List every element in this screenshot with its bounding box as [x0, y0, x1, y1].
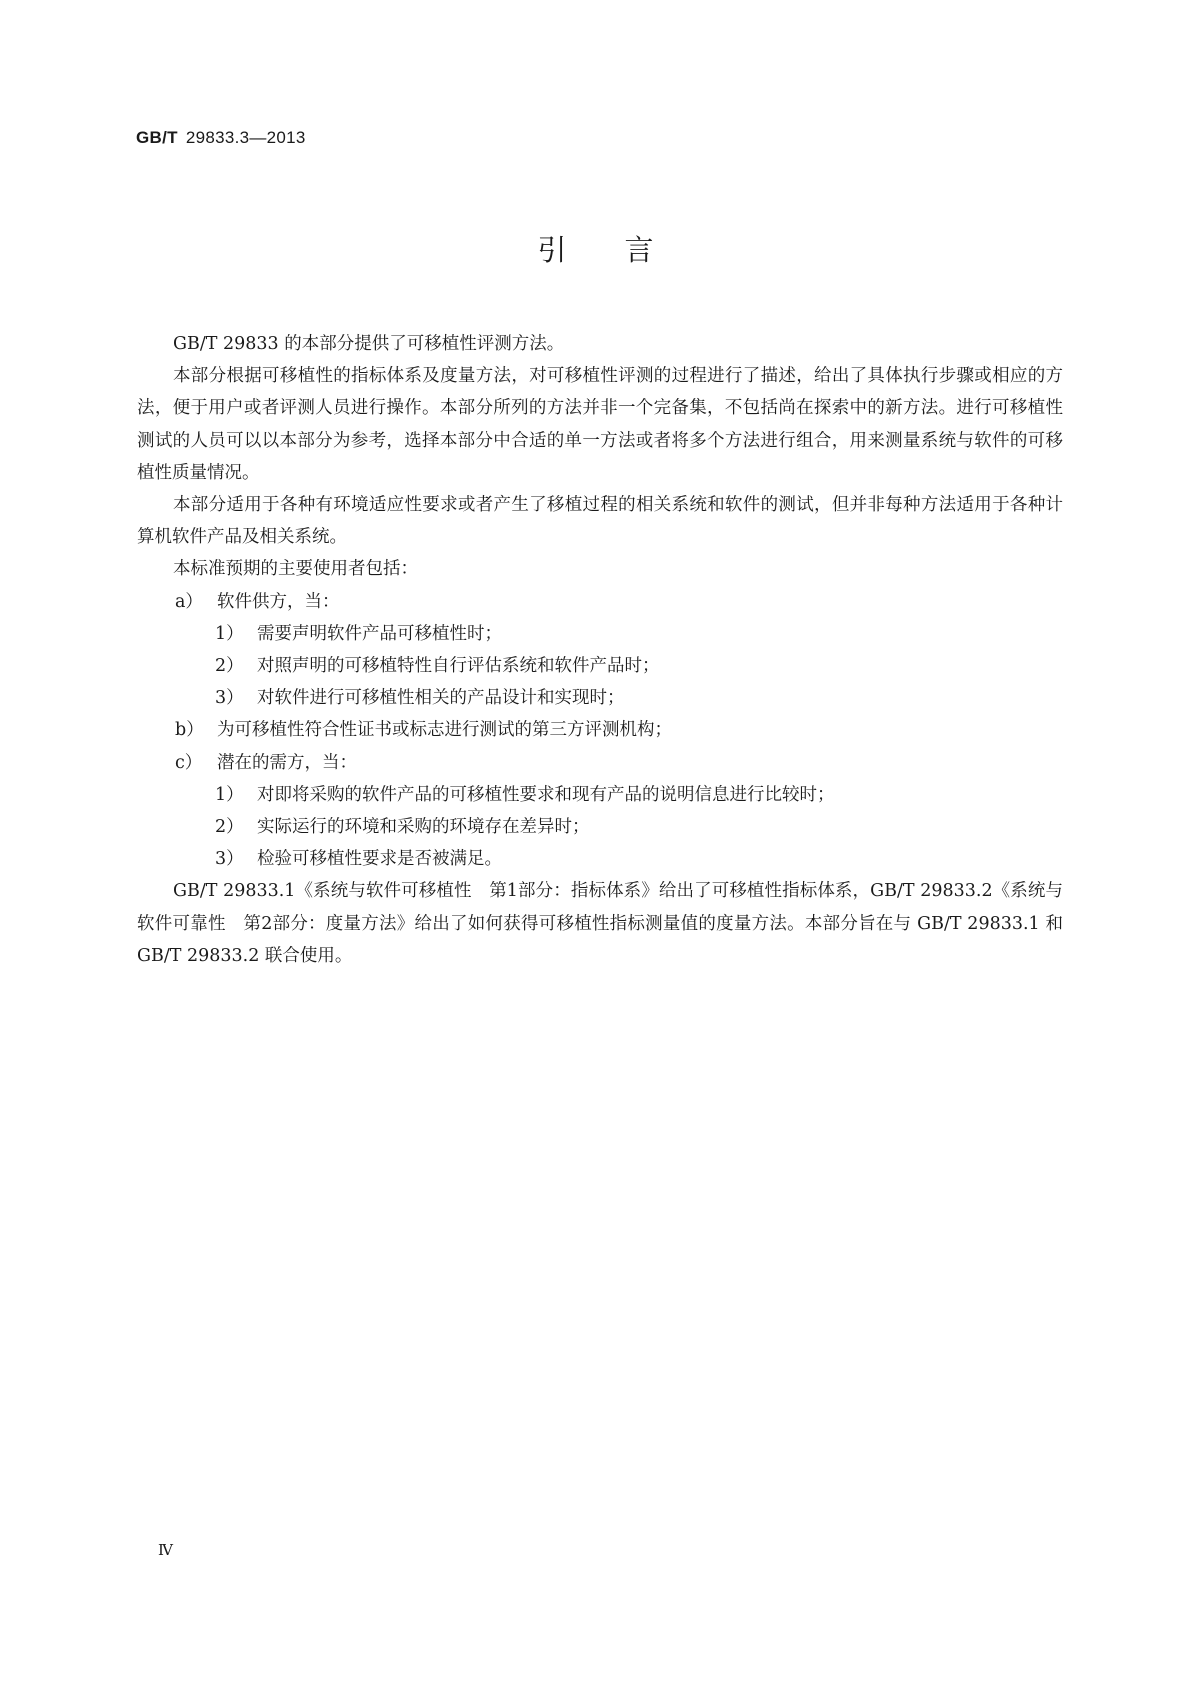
paragraph-users: 本标准预期的主要使用者包括：	[173, 559, 418, 580]
page-number: Ⅳ	[158, 1541, 173, 1559]
document-code-number: 29833.3—2013	[185, 128, 306, 147]
list-item-text: 为可移植性符合性证书或标志进行测试的第三方评测机构；	[217, 720, 672, 741]
document-code	[136, 128, 306, 148]
document-code-prefix: GB/T	[136, 128, 178, 147]
list-item-c	[137, 747, 1063, 779]
list-item-a-3	[137, 682, 1063, 714]
list-marker: 1）	[215, 784, 244, 805]
paragraph-related-standards: GB/T 29833.1《系统与软件可移植性 第1部分：指标体系》给出了可移植性指标体系，GB/T 29833.2《系统与软件可靠性 第2部分：度量方法》给出了如何获得可移植性指标测量值的度量方法。本部分旨在与 GB/T 29833.1 和 GB/T 29833.2 联合使用。	[137, 881, 1063, 966]
list-marker: 3）	[215, 849, 244, 870]
list-marker: a）	[175, 591, 203, 612]
list-item-c-2	[137, 811, 1063, 843]
list-item-text: 需要声明软件产品可移植性时；	[257, 623, 502, 644]
list-item-b	[137, 714, 1063, 746]
paragraph-scope: 本部分根据可移植性的指标体系及度量方法，对可移植性评测的过程进行了描述，给出了具体执行步骤或相应的方法，便于用户或者评测人员进行操作。本部分所列的方法并非一个完备集，不包括尚在探索中的新方法。进行可移植性测试的人员可以以本部分为参考，选择本部分中合适的单一方法或者将多个方法进行组合，用来测量系统与软件的可移植性质量情况。	[137, 366, 1063, 483]
list-item-a-2	[137, 650, 1063, 682]
section-title: 引言	[537, 233, 712, 267]
body-text	[137, 328, 1063, 972]
list-item-c-1	[137, 779, 1063, 811]
list-item-text: 实际运行的环境和采购的环境存在差异时；	[257, 817, 590, 838]
paragraph-applicability: 本部分适用于各种有环境适应性要求或者产生了移植过程的相关系统和软件的测试，但并非每种方法适用于各种计算机软件产品及相关系统。	[137, 495, 1063, 548]
list-item-a	[137, 586, 1063, 618]
list-item-text: 软件供方，当：	[217, 591, 340, 612]
list-marker: 2）	[215, 656, 244, 677]
list-item-text: 对照声明的可移植特性自行评估系统和软件产品时；	[257, 656, 660, 677]
list-item-a-1	[137, 618, 1063, 650]
list-item-text: 潜在的需方，当：	[217, 752, 357, 773]
list-marker: 3）	[215, 688, 244, 709]
list-marker: 1）	[215, 623, 244, 644]
list-item-c-3	[137, 843, 1063, 875]
list-item-text: 对即将采购的软件产品的可移植性要求和现有产品的说明信息进行比较时；	[257, 784, 835, 805]
list-marker: 2）	[215, 817, 244, 838]
paragraph-intro: GB/T 29833 的本部分提供了可移植性评测方法。	[173, 334, 565, 354]
list-item-text: 检验可移植性要求是否被满足。	[257, 849, 502, 870]
list-item-text: 对软件进行可移植性相关的产品设计和实现时；	[257, 688, 625, 709]
list-marker: c）	[175, 752, 203, 773]
list-marker: b）	[175, 720, 204, 741]
